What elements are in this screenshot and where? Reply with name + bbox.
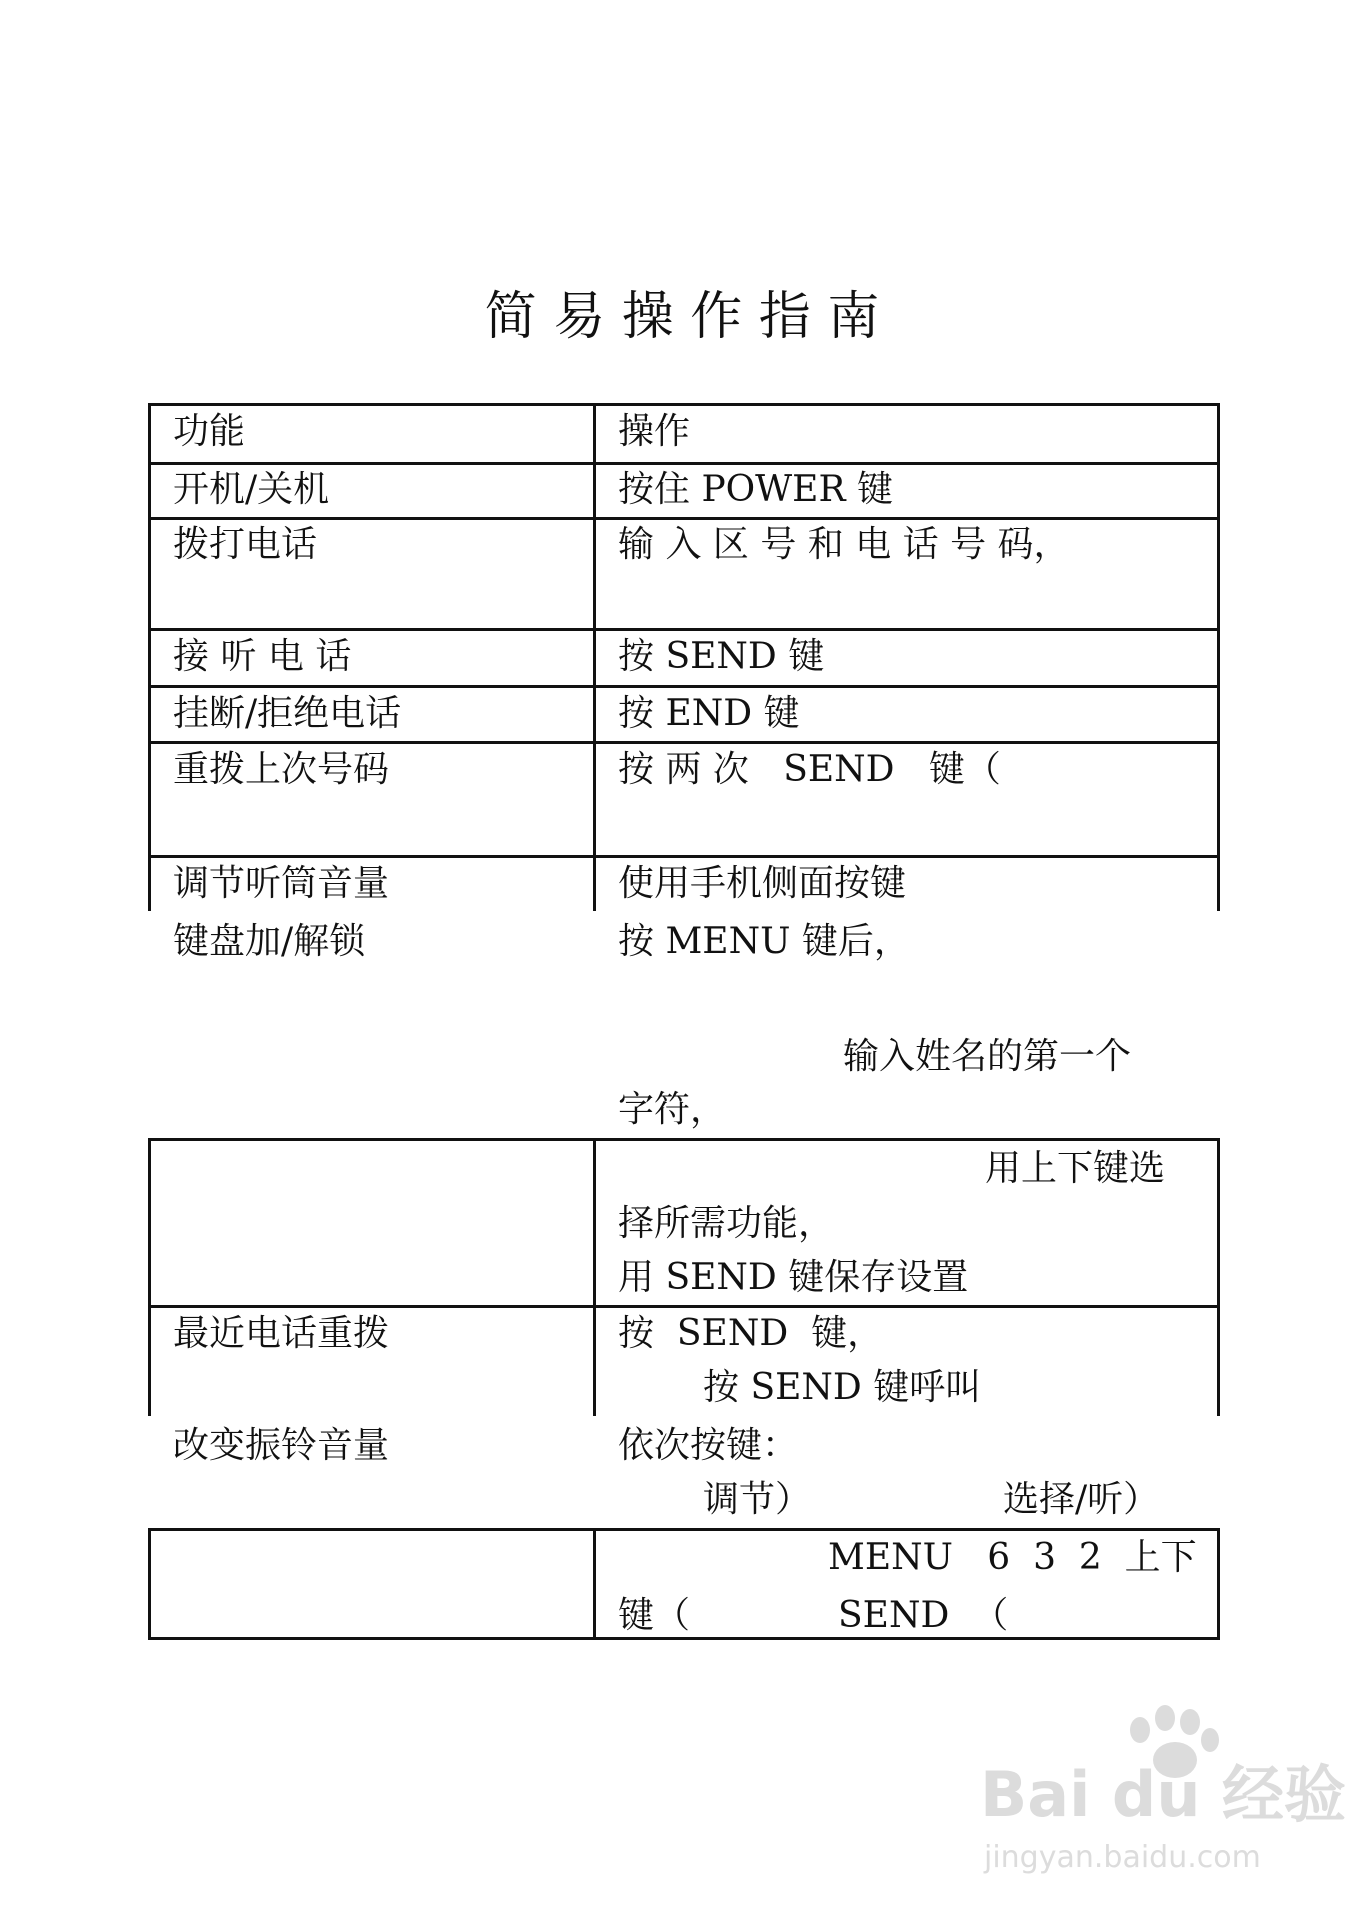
table-border — [593, 1138, 596, 1416]
cell-function: 最近电话重拨 — [173, 1313, 390, 1354]
table-border — [1217, 1528, 1220, 1640]
watermark-logo: Bai du 经验 — [980, 1758, 1347, 1831]
table-border — [148, 1138, 151, 1416]
cell-operation: 用上下键选 — [985, 1148, 1166, 1189]
cell-function: 重拨上次号码 — [173, 749, 390, 790]
table-border — [148, 403, 151, 911]
table-border — [148, 855, 1219, 858]
table-border — [148, 628, 1219, 631]
table-border — [148, 685, 1219, 688]
table-border — [148, 741, 1219, 744]
cell-function: 键盘加/解锁 — [173, 921, 366, 962]
cell-operation: 按 END 键 — [618, 693, 800, 734]
header-operation: 操作 — [618, 411, 691, 452]
cell-operation: 按 MENU 键后， — [618, 921, 910, 962]
table-border — [148, 1528, 1219, 1531]
page-title: 简 易 操 作 指 南 — [484, 287, 880, 347]
cell-function: 挂断/拒绝电话 — [173, 693, 402, 734]
watermark-url: jingyan.baidu.com — [984, 1840, 1261, 1875]
cell-operation: 按 SEND 键呼叫 — [703, 1367, 982, 1408]
cell-operation: 调节） — [703, 1479, 812, 1520]
cell-operation: 按 SEND 键， — [618, 1313, 884, 1354]
cell-function: 开机/关机 — [173, 469, 330, 510]
table-border — [593, 1528, 596, 1640]
cell-operation: 使用手机侧面按键 — [618, 863, 907, 904]
table-border — [593, 403, 596, 911]
header-function: 功能 — [173, 411, 246, 452]
cell-operation: 输入姓名的第一个 — [843, 1036, 1132, 1077]
cell-operation: SEND （ — [838, 1595, 1009, 1636]
cell-operation: 选择/听） — [1003, 1479, 1160, 1520]
table-border — [1217, 1138, 1220, 1416]
cell-operation: 依次按键： — [618, 1425, 799, 1466]
table-border — [148, 462, 1219, 465]
cell-operation: 用 SEND 键保存设置 — [618, 1257, 969, 1298]
table-border — [1217, 403, 1220, 911]
cell-function: 接 听 电 话 — [173, 636, 352, 677]
cell-operation: 按 两 次 SEND 键（ — [618, 749, 1001, 790]
cell-operation: MENU 6 3 2 上下 — [828, 1537, 1197, 1578]
cell-operation: 输 入 区 号 和 电 话 号 码， — [618, 524, 1070, 565]
cell-function: 改变振铃音量 — [173, 1425, 390, 1466]
table-border — [148, 517, 1219, 520]
cell-function: 调节听筒音量 — [173, 863, 390, 904]
baidu-watermark — [960, 1700, 1347, 1900]
cell-function: 拨打电话 — [173, 524, 318, 565]
table-border — [148, 1138, 1219, 1141]
cell-operation: 按 SEND 键 — [618, 636, 825, 677]
cell-operation: 择所需功能， — [618, 1203, 835, 1244]
cell-operation: 按住 POWER 键 — [618, 469, 894, 510]
table-border — [148, 1528, 151, 1640]
cell-operation: 字符， — [618, 1089, 727, 1130]
cell-operation: 键（ — [618, 1595, 691, 1636]
table-border — [148, 403, 1219, 406]
table-border — [148, 1305, 1219, 1308]
